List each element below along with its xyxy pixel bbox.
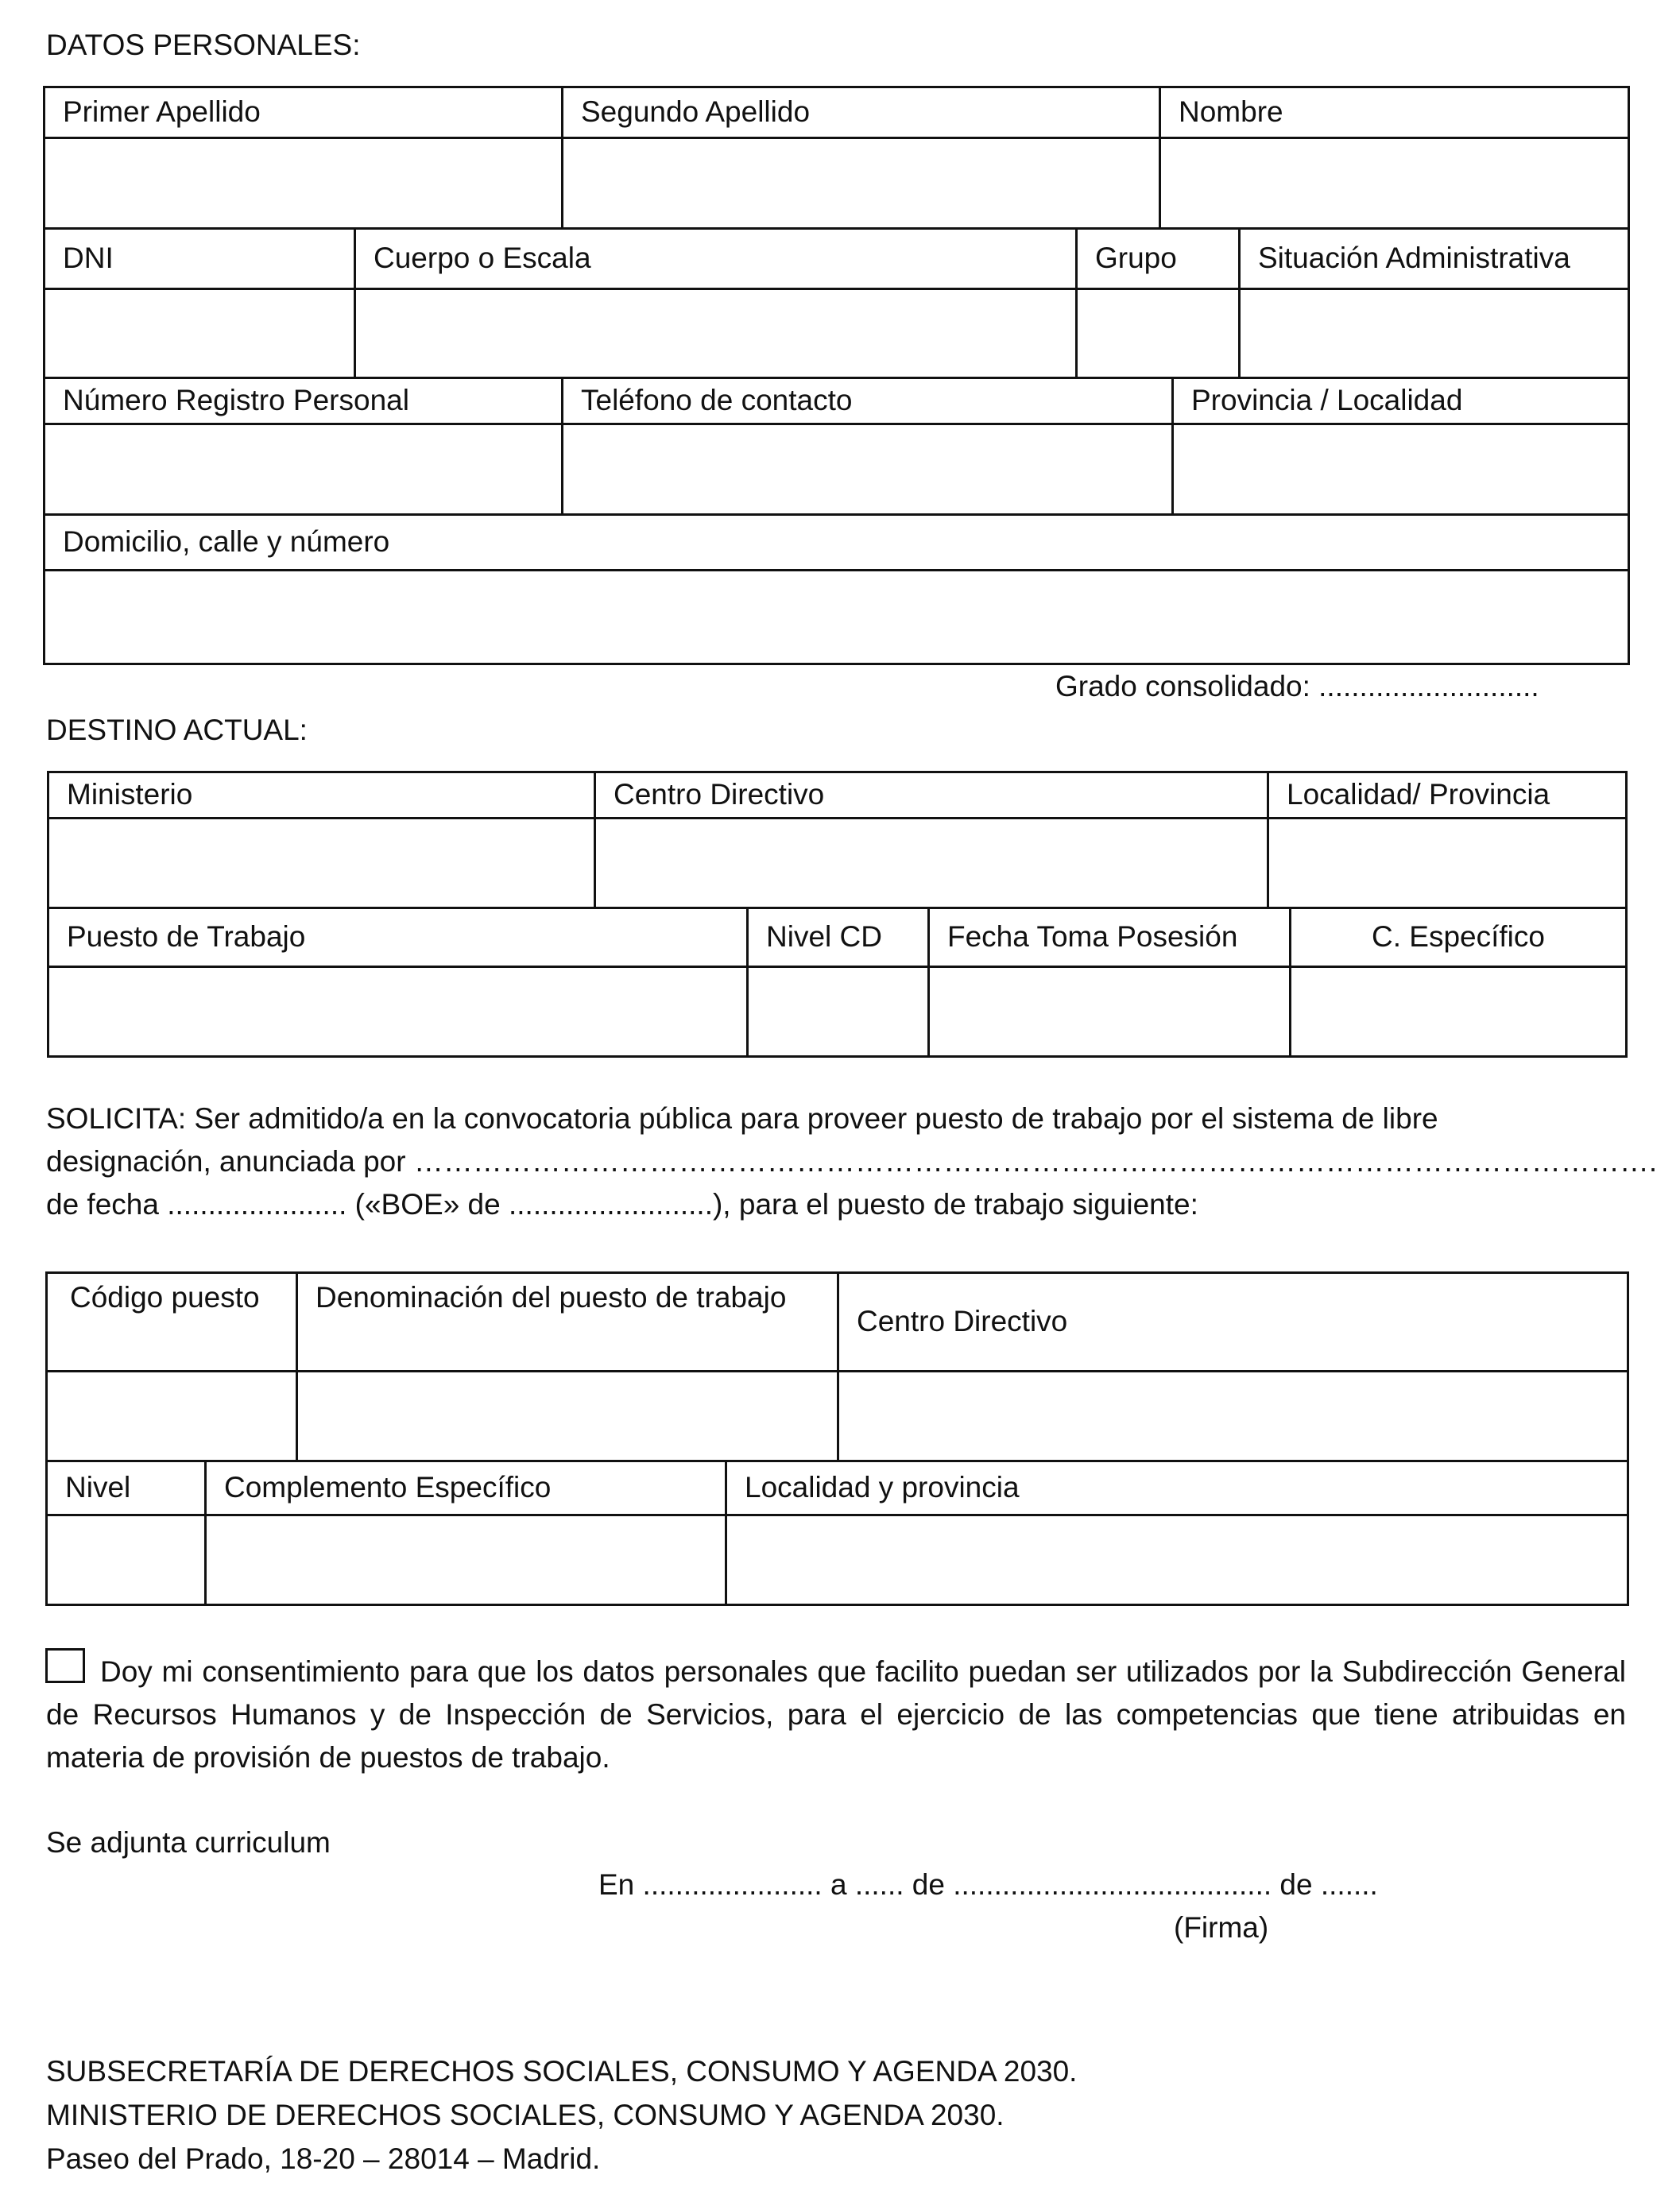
centro-directivo-actual-field[interactable] — [595, 819, 1268, 908]
label-complemento-especifico: Complemento Específico — [206, 1461, 726, 1515]
label-ministerio: Ministerio — [48, 772, 595, 819]
provincia-localidad-field[interactable] — [1173, 424, 1629, 515]
codigo-puesto-field[interactable] — [47, 1372, 297, 1461]
label-provincia-localidad: Provincia / Localidad — [1173, 378, 1629, 424]
personal-data-table — [43, 86, 1630, 230]
label-nombre: Nombre — [1160, 87, 1629, 138]
grado-consolidado: Grado consolidado: ........................... — [1055, 670, 1539, 702]
footer-line-1: SUBSECRETARÍA DE DERECHOS SOCIALES, CONSUMO Y AGENDA 2030. — [46, 2055, 1078, 2088]
label-denominacion-puesto: Denominación del puesto de trabajo — [297, 1273, 838, 1372]
localidad-provincia-actual-field[interactable] — [1268, 819, 1627, 908]
nombre-field[interactable] — [1160, 138, 1629, 229]
nivel-field[interactable] — [47, 1515, 206, 1605]
ministerio-field[interactable] — [48, 819, 595, 908]
label-situacion-administrativa: Situación Administrativa — [1240, 229, 1629, 289]
footer-line-3: Paseo del Prado, 18-20 – 28014 – Madrid. — [46, 2142, 601, 2175]
personal-heading: DATOS PERSONALES: — [46, 29, 361, 61]
label-c-especifico: C. Específico — [1291, 908, 1627, 967]
denominacion-puesto-field[interactable] — [297, 1372, 838, 1461]
footer-line-2: MINISTERIO DE DERECHOS SOCIALES, CONSUMO Y AGENDA 2030. — [46, 2099, 1005, 2131]
label-codigo-puesto: Código puesto — [47, 1273, 297, 1372]
destino-heading: DESTINO ACTUAL: — [46, 714, 308, 746]
label-centro-directivo-puesto: Centro Directivo — [838, 1273, 1628, 1372]
primer-apellido-field[interactable] — [45, 138, 563, 229]
label-puesto-trabajo: Puesto de Trabajo — [48, 908, 748, 967]
signature-firma: (Firma) — [1174, 1911, 1269, 1944]
c-especifico-field[interactable] — [1291, 967, 1627, 1057]
segundo-apellido-field[interactable] — [563, 138, 1160, 229]
numero-registro-personal-field[interactable] — [45, 424, 563, 515]
personal-data-table-4 — [43, 513, 1630, 665]
label-primer-apellido: Primer Apellido — [45, 87, 563, 138]
label-fecha-toma-posesion: Fecha Toma Posesión — [929, 908, 1291, 967]
label-segundo-apellido: Segundo Apellido — [563, 87, 1160, 138]
label-centro-directivo-actual: Centro Directivo — [595, 772, 1268, 819]
solicita-line-3: de fecha ...................... («BOE» de .........................), para el puesto de trabajo siguiente: — [46, 1188, 1198, 1221]
label-localidad-provincia-actual: Localidad/ Provincia — [1268, 772, 1627, 819]
label-numero-registro-personal: Número Registro Personal — [45, 378, 563, 424]
cuerpo-escala-field[interactable] — [355, 289, 1077, 378]
domicilio-field[interactable] — [45, 571, 1629, 664]
personal-data-table-2 — [43, 227, 1630, 379]
label-telefono-contacto: Teléfono de contacto — [563, 378, 1173, 424]
destino-table-2 — [47, 907, 1628, 1058]
grupo-field[interactable] — [1077, 289, 1240, 378]
dni-field[interactable] — [45, 289, 355, 378]
complemento-especifico-field[interactable] — [206, 1515, 726, 1605]
consent-text: Doy mi consentimiento para que los datos personales que facilito puedan ser utilizados por la Subdirección General de Recursos Humanos y de Inspección de Servicios, para el ejercicio de las competencias que tiene atribuidas en materia de provisión de puestos de trabajo. — [46, 1655, 1626, 1774]
fecha-toma-posesion-field[interactable] — [929, 967, 1291, 1057]
nivel-cd-field[interactable] — [748, 967, 929, 1057]
label-localidad-provincia-puesto: Localidad y provincia — [726, 1461, 1628, 1515]
centro-directivo-puesto-field[interactable] — [838, 1372, 1628, 1461]
label-nivel: Nivel — [47, 1461, 206, 1515]
situacion-administrativa-field[interactable] — [1240, 289, 1629, 378]
puesto-solicitado-table — [45, 1271, 1629, 1462]
signature-place-date: En ...................... a ...... de ....................................... de ....... — [598, 1868, 1378, 1901]
solicita-line-2: designación, anunciada por ………………………………………………………………………………………………………………. — [46, 1145, 1658, 1178]
label-cuerpo-escala: Cuerpo o Escala — [355, 229, 1077, 289]
telefono-contacto-field[interactable] — [563, 424, 1173, 515]
localidad-provincia-puesto-field[interactable] — [726, 1515, 1628, 1605]
puesto-trabajo-field[interactable] — [48, 967, 748, 1057]
puesto-solicitado-table-2 — [45, 1460, 1629, 1606]
solicita-line-1: SOLICITA: Ser admitido/a en la convocatoria pública para proveer puesto de trabajo por el sistema de libre — [46, 1102, 1438, 1135]
label-dni: DNI — [45, 229, 355, 289]
curriculum-note: Se adjunta curriculum — [46, 1826, 331, 1859]
label-domicilio: Domicilio, calle y número — [45, 515, 1629, 571]
label-nivel-cd: Nivel CD — [748, 908, 929, 967]
label-grupo: Grupo — [1077, 229, 1240, 289]
destino-table — [47, 771, 1628, 909]
personal-data-table-3 — [43, 377, 1630, 516]
